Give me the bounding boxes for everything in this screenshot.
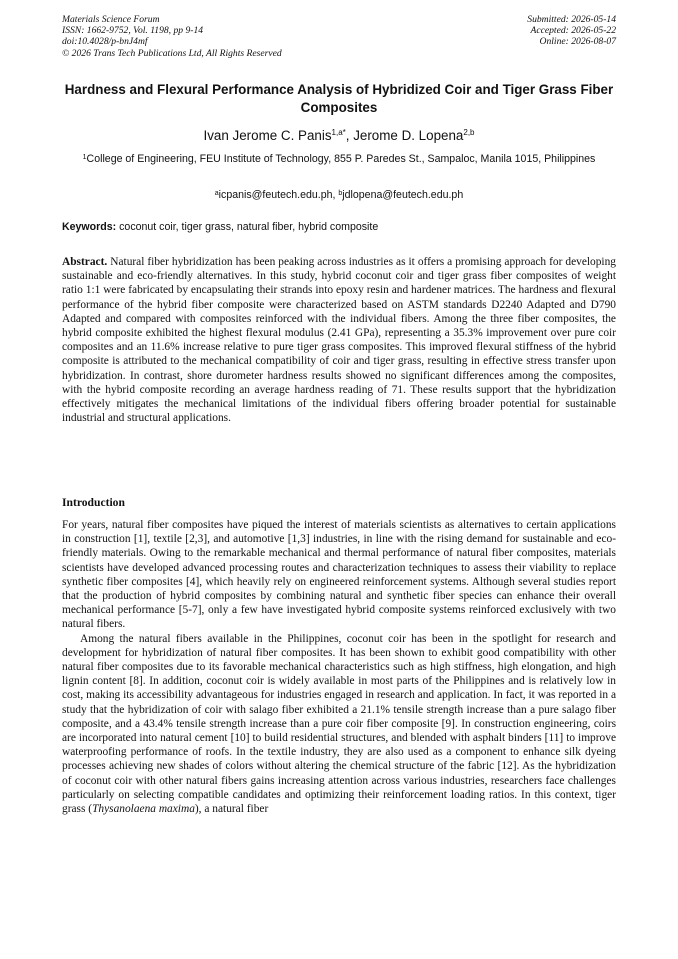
submitted-date: Submitted: 2026-05-14 [527,14,616,25]
affiliation-mark: 1 [82,154,87,161]
journal-info [62,14,282,59]
paragraph-text: Among the natural fibers available in the Philippines, coconut coir has been in the spotlight for research and development for hybridization of natural fiber composites. It has been shown to exhibit good compatibility with other natural fiber composites due to its favorable mechanical characteristics such as high stiffness, high elongation, and high lignin content [8]. In addition, coconut coir is widely available in most parts of the Philippines and is relatively low in cost, making its accessibility advantageous for industries engaged in research and application. In fact, it was reported in a study that the hybridization of coir with salago fiber exhibited a 21.1% tensile strength increase than a pure salago fiber composite, and a 43.4% tensile strength increase than a pure coir fiber composite [9]. In construction engineering, coirs are incorporated into natural cement [10] to build residential structures, and blended with asphalt binders [11] to improve waterproofing performance of roofs. In the textile industry, they are also used as a component to enhance silk dyeing processes achieving new shades of colors without altering the chemical structure of the fabric [12]. As the hybridization of coconut coir with other natural fibers gains increasing attention across various industries, researchers face challenges particularly on selecting compatible candidates and optimizing their reinforcement loading ratios. In this context, tiger grass ( [62,632,616,816]
email-separator: , [332,189,339,201]
author-list [62,124,616,144]
author-emails [62,187,616,202]
submission-dates [527,14,616,48]
species-name: Thysanolaena maxima [92,803,195,816]
keywords [62,221,616,234]
author-affiliation-mark: 1,a* [331,128,346,137]
email-link[interactable]: icpanis@feutech.edu.ph [218,189,333,201]
journal-copyright: © 2026 Trans Tech Publications Ltd, All Rights Reserved [62,47,282,59]
affiliation-text: College of Engineering, FEU Institute of Technology, 855 P. Paredes St., Sampaloc, Manila 1015, Philippines [86,153,596,165]
journal-doi: doi:10.4028/p-bnJ4mf [62,36,148,48]
author-name: Jerome D. Lopena [353,128,464,143]
email-mark: a [214,190,219,197]
journal-name: Materials Science Forum [62,14,160,25]
email-mark: b [338,190,343,197]
keywords-label: Keywords: [62,221,117,233]
paragraph-text: ), a natural fiber [194,803,269,816]
abstract-label: Abstract. [62,256,108,268]
author-separator: , [345,128,354,143]
keywords-text: coconut coir, tiger grass, natural fiber, hybrid composite [119,221,379,233]
author-affiliation-mark: 2,b [463,128,475,137]
abstract-text: Natural fiber hybridization has been peaking across industries as it offers a promising approach for developing sustainable and eco-friendly alternatives. In this study, hybrid coconut coir and tiger grass fiber composites of weight ratio 1:1 were fabricated by encapsulating their strands into epoxy resin and hardener matrices. The hardness and flexural performance of the hybrid fiber composite were characterized based on ASTM standards D2240 Adapted and D790 Adapted and compared with composites reinforced with the individual fibers. Among the three fiber composites, the hybrid composite exhibited the highest flexural modulus (2.41 GPa), representing a 35.3% improvement over pure coir composites and an 11.6% increase relative to pure tiger grass composites. This improved flexural stiffness of the hybrid composite is attributed to the mechanical compatibility of coir and tiger grass, resulting in effective stress transfer upon hybridization. In contrast, shore durometer hardness results showed no significant differences among the composites, with the hybrid composite recording an average hardness reading of 71. These results support that the hybridization effectively mitigates the mechanical limitations of the individual fibers offering broader potential for sustainable industrial and structural applications. [62,256,616,425]
section-heading-introduction: Introduction [62,496,125,509]
paragraph [62,632,616,817]
abstract [62,255,616,425]
introduction-body [62,518,616,816]
journal-issn: ISSN: 1662-9752, Vol. 1198, pp 9-14 [62,25,204,37]
paragraph: For years, natural fiber composites have piqued the interest of materials scientists as alternatives to certain applications in construction [1], textile [2,3], and automotive [1,3] industries, in line with the rising demand for sustainable and eco-friendly materials. Owing to the remarkable mechanical and thermal performance of natural fiber composites, materials scientists have developed advanced processing routes and characterization techniques to assess their viability to replace synthetic fiber composites [4], which heavily rely on engineered reinforcement systems. Although several studies report that the production of hybrid composites by combining natural and synthetic fiber species can enhance their overall mechanical performance [5-7], only a few have investigated hybrid composite systems reinforced exclusively with two natural fibers. [62,519,616,631]
affiliation [62,150,616,167]
accepted-date: Accepted: 2026-05-22 [530,25,616,37]
author-name: Ivan Jerome C. Panis [203,128,332,143]
email-link[interactable]: jdlopena@feutech.edu.ph [342,189,464,201]
paper-title: Hardness and Flexural Performance Analysis of Hybridized Coir and Tiger Grass Fiber Composites [64,82,614,115]
online-date: Online: 2026-08-07 [539,36,616,48]
